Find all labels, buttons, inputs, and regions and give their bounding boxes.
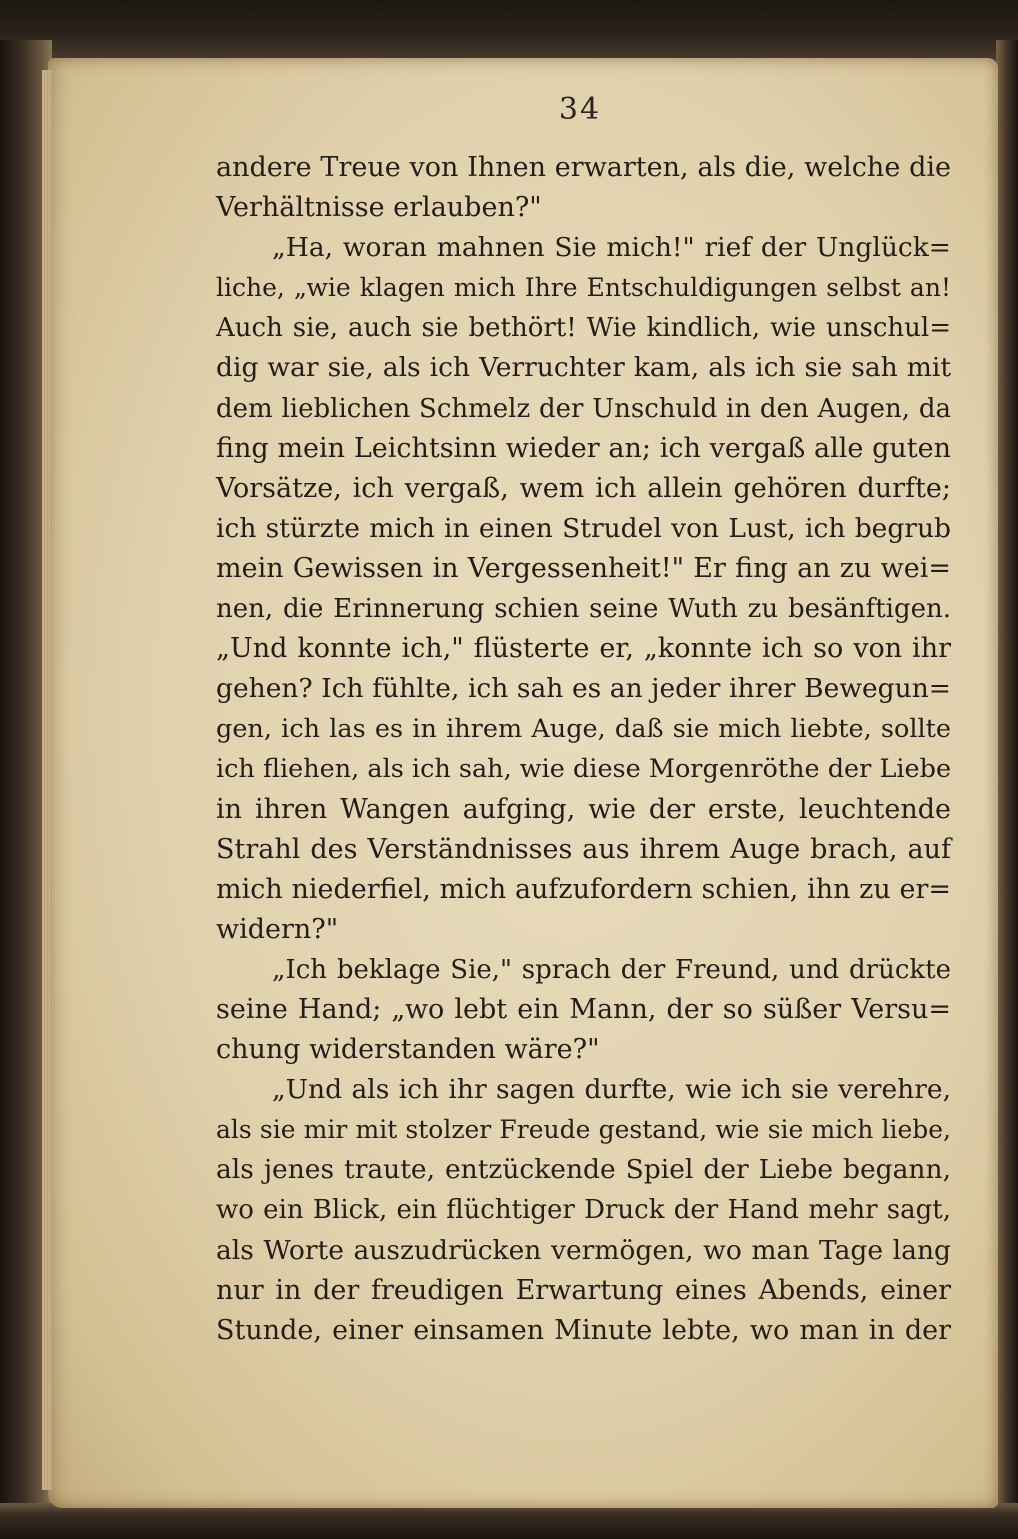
text-line: „Ich beklage Sie," sprach der Freund, und drückte [272,954,951,985]
text-line: als jenes traute, entzückende Spiel der Liebe begann, [216,1154,951,1186]
text-line: „Und konnte ich," flüsterte er, „konnte ich so von ihr [216,633,951,665]
text-line: Strahl des Verständnisses aus ihrem Auge brach, auf [216,833,951,865]
text-line: fing mein Leichtsinn wieder an; ich vergaß alle guten [216,432,951,464]
text-line: Auch sie, auch sie bethört! Wie kindlich, wie unschul= [216,313,951,344]
book-cover-top-edge [0,0,1018,62]
text-line: andere Treue von Ihnen erwarten, als die, welche die [216,152,951,183]
text-line: gen, ich las es in ihrem Auge, daß sie mich liebte, sollte [216,714,951,745]
book-cover-right-edge [996,40,1018,1539]
page-number: 34 [558,92,602,127]
text-line: gehen? Ich fühlte, ich sah es an jeder ihrer Bewegun= [216,673,951,705]
text-line: Vorsätze, ich vergaß, wem ich allein gehören durfte; [216,472,951,504]
text-line: „Und als ich ihr sagen durfte, wie ich sie verehre, [272,1074,951,1106]
text-line: dig war sie, als ich Verruchter kam, als ich sie sah mit [216,352,951,384]
text-line: wo ein Blick, ein flüchtiger Druck der Hand mehr sagt, [216,1195,951,1226]
text-line: Verhältnisse erlauben?" [216,192,542,224]
text-line: mein Gewissen in Vergessenheit!" Er fing an zu wei= [216,552,951,584]
text-line: Stunde, einer einsamen Minute lebte, wo man in der [216,1314,951,1346]
text-line: als sie mir mit stolzer Freude gestand, wie sie mich liebe, [216,1115,951,1145]
text-line: nur in der freudigen Erwartung eines Abends, einer [216,1274,951,1306]
text-line: widern?" [216,913,339,945]
book-cover-bottom-edge [0,1503,1018,1539]
text-line: liche, „wie klagen mich Ihre Entschuldigungen selbst an! [216,273,951,303]
text-line: „Ha, woran mahnen Sie mich!" rief der Unglück= [272,232,951,264]
text-line: nen, die Erinnerung schien seine Wuth zu besänftigen. [216,594,951,625]
text-line: ich fliehen, als ich sah, wie diese Morgenröthe der Liebe [216,754,952,785]
text-line: als Worte auszudrücken vermögen, wo man Tage lang [216,1234,951,1266]
page-stack-edge [42,70,52,1490]
text-line: ich stürzte mich in einen Strudel von Lust, ich begrub [216,512,951,544]
text-line: seine Hand; „wo lebt ein Mann, der so süßer Versu= [216,993,951,1025]
body-text [216,148,951,1351]
text-line: dem lieblichen Schmelz der Unschuld in den Augen, da [216,393,951,424]
text-line: chung widerstanden wäre?" [216,1034,600,1066]
text-line: mich niederfiel, mich aufzufordern schien, ihn zu er= [216,873,951,905]
text-line: in ihren Wangen aufging, wie der erste, leuchtende [216,793,951,825]
